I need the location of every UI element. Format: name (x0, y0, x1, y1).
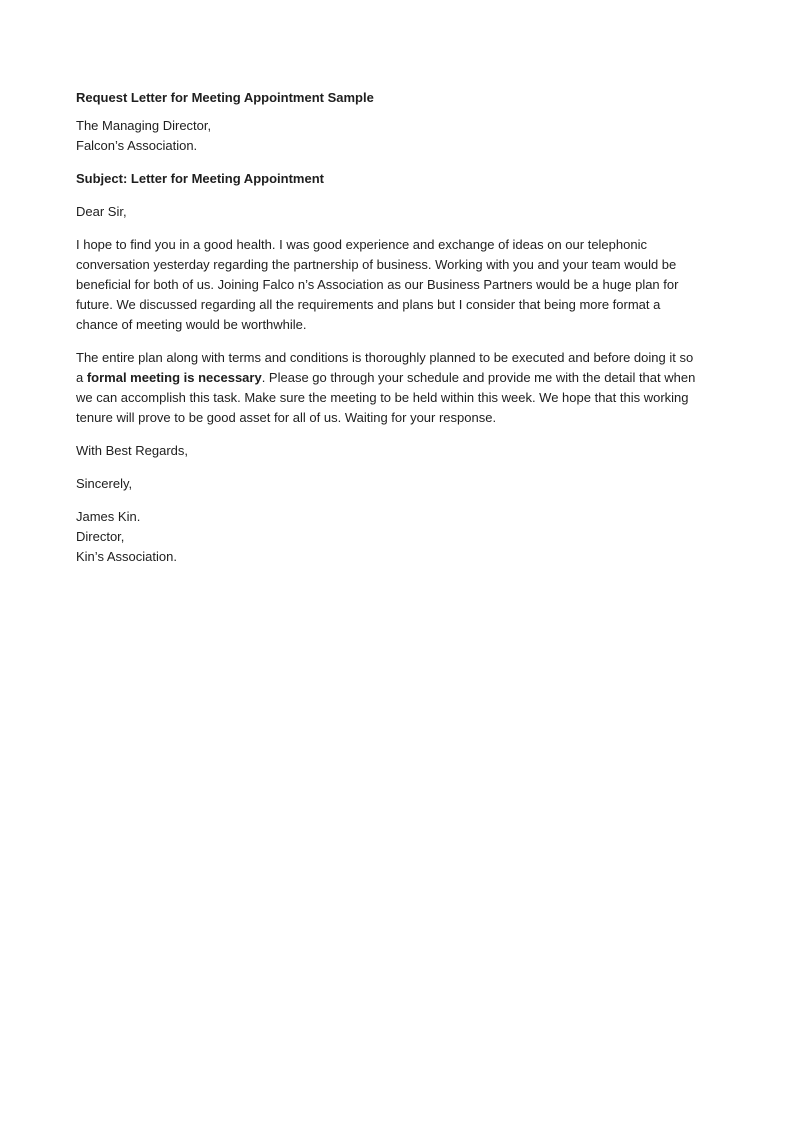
paragraph-line: future. We discussed regarding all the requirements and plans but I consider that being more format a (76, 297, 661, 312)
paragraph-line (76, 368, 716, 388)
recipient-title: The Managing Director, (76, 118, 212, 133)
letter-body (76, 88, 716, 580)
closing-sincerely: Sincerely, (76, 476, 133, 491)
subject-line: Subject: Letter for Meeting Appointment (76, 171, 324, 186)
document-title: Request Letter for Meeting Appointment Sample (76, 90, 374, 105)
recipient-organization: Falcon’s Association. (76, 138, 198, 153)
paragraph-line: The entire plan along with terms and conditions is thoroughly planned to be executed and before doing it so (76, 350, 694, 365)
paragraph-line: I hope to find you in a good health. I was good experience and exchange of ideas on our telephonic (76, 237, 647, 252)
paragraph-line: we can accomplish this task. Make sure the meeting to be held within this week. We hope that this working (76, 390, 689, 405)
body-paragraph-1 (76, 235, 716, 335)
paragraph-line: tenure will prove to be good asset for all of us. Waiting for your response. (76, 410, 497, 425)
signature-block (76, 507, 716, 567)
paragraph-text: a (76, 370, 87, 385)
closing-regards: With Best Regards, (76, 443, 188, 458)
emphasis-text: formal meeting is necessary (86, 370, 262, 385)
salutation: Dear Sir, (76, 204, 127, 219)
paragraph-line: beneficial for both of us. Joining Falco n’s Association as our Business Partners would be a huge plan for (76, 277, 679, 292)
signature-organization: Kin’s Association. (76, 549, 177, 564)
recipient-address (76, 116, 716, 156)
signature-name: James Kin. (76, 509, 141, 524)
paragraph-text: . Please go through your schedule and provide me with the detail that when (261, 370, 696, 385)
body-paragraph-2 (76, 348, 716, 428)
paragraph-line: conversation yesterday regarding the partnership of business. Working with you and your team would be (76, 257, 677, 272)
signature-position: Director, (76, 529, 125, 544)
paragraph-line: chance of meeting would be worthwhile. (76, 317, 307, 332)
